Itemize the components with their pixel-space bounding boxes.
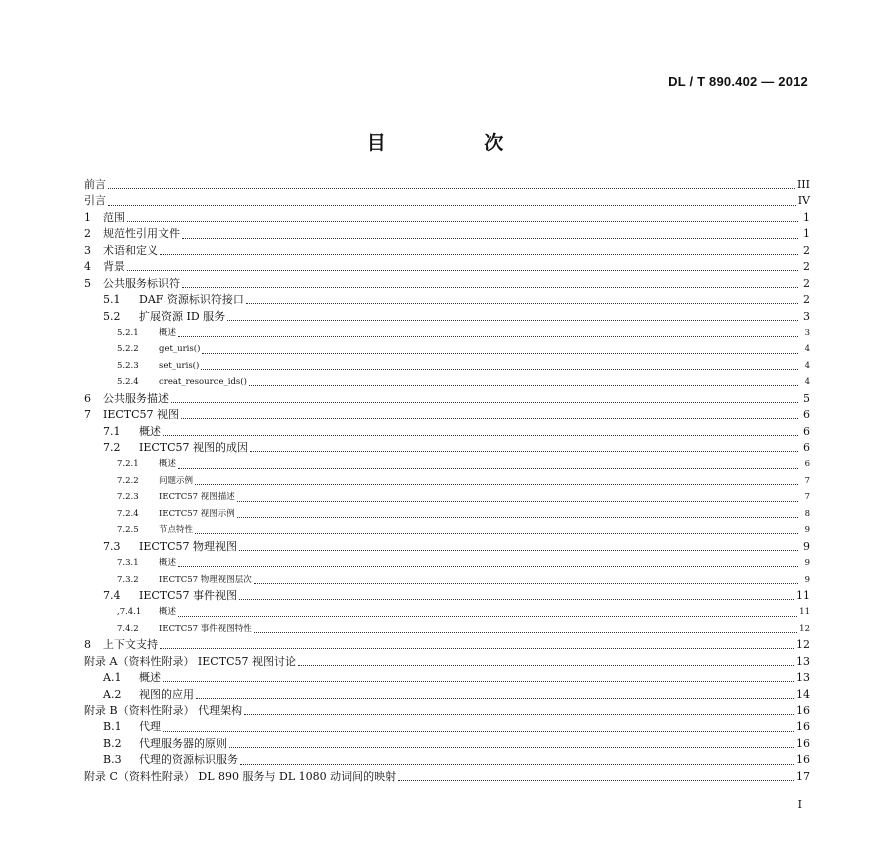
- toc-entry-number: 5.2.3: [117, 360, 139, 371]
- dot-leader: [195, 532, 798, 534]
- toc-entry-label: 范围: [103, 210, 125, 224]
- toc-entry-label: IECTC57 视图描述: [159, 492, 235, 503]
- toc-entry-page: 4: [804, 344, 810, 355]
- toc-entry-label: 概述: [159, 459, 177, 470]
- toc-entry-number: 2: [84, 227, 91, 241]
- dot-leader: [254, 631, 797, 633]
- dot-leader: [178, 335, 798, 337]
- dot-leader: [108, 187, 795, 189]
- dot-leader: [249, 384, 798, 386]
- toc-entry-number: 7.2.5: [117, 525, 139, 536]
- toc-entry-label: 视图的应用: [139, 687, 194, 701]
- dot-leader: [201, 368, 798, 370]
- toc-entry-label: IECTC57 视图示例: [159, 508, 235, 519]
- toc-entry[interactable]: [84, 719, 810, 735]
- toc-entry-page: 7: [804, 475, 810, 486]
- toc-entry-page: 2: [803, 293, 810, 307]
- dot-leader: [127, 269, 798, 271]
- toc-entry[interactable]: [84, 654, 810, 670]
- toc-entry-page: 11: [799, 607, 810, 618]
- dot-leader: [202, 352, 798, 354]
- page-title: 目 次: [366, 132, 550, 154]
- page-number: I: [797, 798, 802, 811]
- toc-entry-number: B.2: [103, 736, 122, 750]
- toc-entry-number: 5.2: [103, 309, 121, 323]
- dot-leader: [244, 713, 794, 715]
- dot-leader: [398, 779, 794, 781]
- toc-entry-page: 16: [796, 720, 810, 734]
- toc-entry-page: 6: [803, 441, 810, 454]
- toc-entry-label: 附录 B（资料性附录） 代理架构: [84, 704, 243, 717]
- toc-entry-number: B.3: [103, 753, 122, 767]
- toc-entry-number: 3: [84, 243, 91, 257]
- toc-entry-page: 5: [803, 391, 810, 405]
- toc-entry-label: 代理的资源标识服务: [139, 753, 238, 767]
- toc-entry-label: 引言: [84, 194, 106, 208]
- toc-entry-page: 2: [803, 243, 810, 257]
- toc-entry-number: 7.3.1: [117, 558, 139, 569]
- toc-entry-number: 7.4: [103, 588, 121, 602]
- toc-entry-number: 7.3: [103, 539, 121, 553]
- toc-entry-page: 8: [804, 508, 810, 519]
- toc-entry-page: 12: [796, 638, 810, 652]
- toc-entry-page: 14: [796, 687, 810, 701]
- toc-entry[interactable]: [84, 226, 810, 242]
- toc-entry-label: 附录 C（资料性附录） DL 890 服务与 DL 1080 动词间的映射: [84, 769, 397, 783]
- toc-entry[interactable]: [84, 341, 810, 357]
- toc-entry-page: IV: [797, 194, 810, 208]
- toc-entry-number: 7.2: [103, 441, 121, 454]
- toc-entry-number: 5: [84, 276, 91, 290]
- dot-leader: [250, 450, 798, 452]
- toc-entry-label: 附录 A（资料性附录） IECTC57 视图讨论: [84, 654, 296, 668]
- toc-entry-number: 4: [84, 260, 91, 274]
- toc-entry[interactable]: [84, 506, 810, 522]
- toc-entry[interactable]: [84, 736, 810, 752]
- toc-entry-number: 7.2.2: [117, 475, 139, 486]
- toc-entry[interactable]: [84, 456, 810, 472]
- toc-entry-page: 13: [796, 671, 810, 685]
- dot-leader: [195, 483, 798, 485]
- toc-entry-label: IECTC57 物理视图层次: [159, 574, 252, 585]
- toc-entry-label: 节点特性: [159, 525, 194, 536]
- toc-entry-number: 7.4.2: [117, 623, 139, 634]
- toc-entry[interactable]: [84, 752, 810, 768]
- dot-leader: [160, 647, 794, 649]
- toc-entry[interactable]: [84, 522, 810, 538]
- toc-entry[interactable]: [84, 621, 810, 637]
- toc-entry-number: 6: [84, 391, 91, 405]
- dot-leader: [178, 467, 798, 469]
- toc-entry-number: 7.2.1: [117, 459, 139, 470]
- dot-leader: [298, 664, 794, 666]
- toc-entry-page: 17: [796, 769, 810, 783]
- toc-entry-label: 代理: [139, 720, 161, 734]
- toc-entry-label: 代理服务器的原则: [139, 736, 227, 750]
- toc-entry-page: 4: [804, 360, 810, 371]
- toc-entry-page: 3: [803, 309, 810, 323]
- toc-entry[interactable]: [84, 769, 810, 785]
- toc-entry-number: 7: [84, 408, 91, 422]
- toc-entry-label: 前言: [84, 178, 106, 191]
- toc-entry-label: IECTC57 视图: [103, 408, 180, 422]
- toc-entry[interactable]: [84, 539, 810, 555]
- toc-entry-page: 13: [796, 654, 810, 668]
- toc-entry-page: 11: [796, 588, 810, 602]
- toc-entry-label: set_uris(): [159, 360, 200, 371]
- toc-entry-label: get_uris(): [159, 344, 201, 355]
- toc-entry-label: 概述: [159, 327, 177, 338]
- toc-entry-page: 7: [804, 492, 810, 503]
- dot-leader: [181, 417, 798, 419]
- toc-entry[interactable]: [84, 358, 810, 374]
- toc-entry-number: 7.1: [103, 424, 121, 438]
- dot-leader: [239, 549, 798, 551]
- toc-entry[interactable]: [84, 210, 810, 226]
- toc-entry-label: IECTC57 物理视图: [139, 539, 238, 553]
- toc-entry[interactable]: [84, 325, 810, 341]
- toc-entry-label: 公共服务描述: [103, 391, 169, 405]
- toc-entry-page: 2: [803, 276, 810, 290]
- toc-entry[interactable]: [84, 604, 810, 620]
- toc-entry-number: 5.2.2: [117, 344, 139, 355]
- dot-leader: [178, 565, 798, 567]
- dot-leader: [237, 516, 798, 518]
- toc-entry-label: IECTC57 事件视图特性: [159, 623, 252, 634]
- toc-entry[interactable]: [84, 588, 810, 604]
- toc-entry-label: 公共服务标识符: [103, 276, 180, 290]
- toc-entry-page: 6: [804, 459, 810, 470]
- toc-entry-label: 扩展资源 ID 服务: [139, 309, 226, 323]
- toc-entry-number: 7.2.4: [117, 508, 139, 519]
- dot-leader: [246, 302, 798, 304]
- toc-entry-number: 7.2.3: [117, 492, 139, 503]
- toc-entry-label: 概述: [139, 671, 161, 685]
- toc-entry-number: B.1: [103, 720, 122, 734]
- toc-entry-label: creat_resource_ids(): [159, 377, 247, 388]
- toc-entry[interactable]: [84, 177, 810, 193]
- toc-entry[interactable]: [84, 555, 810, 571]
- toc-entry-page: 6: [803, 408, 810, 422]
- toc-entry-page: 9: [804, 525, 810, 536]
- dot-leader: [227, 319, 798, 321]
- toc-entry-label: 概述: [159, 558, 177, 569]
- toc-entry-page: 6: [803, 424, 810, 438]
- dot-leader: [163, 730, 794, 732]
- toc-entry[interactable]: [84, 703, 810, 719]
- toc-entry[interactable]: [84, 276, 810, 292]
- toc-entry-page: 1: [803, 227, 810, 241]
- toc-entry-number: 5.2.4: [117, 377, 139, 388]
- toc-entry-page: 4: [804, 377, 810, 388]
- toc-entry-number: 5.1: [103, 293, 121, 307]
- toc-entry-label: 规范性引用文件: [103, 227, 180, 241]
- toc-entry[interactable]: [84, 473, 810, 489]
- toc-entry[interactable]: [84, 193, 810, 209]
- toc-entry-page: 1: [803, 210, 810, 224]
- dot-leader: [182, 286, 798, 288]
- dot-leader: [160, 253, 798, 255]
- toc-entry-label: 问题示例: [159, 475, 194, 486]
- toc-entry-number: 1: [84, 210, 91, 224]
- toc-entry-number: A.1: [103, 671, 122, 685]
- toc-entry-label: 上下文支持: [103, 638, 158, 652]
- dot-leader: [239, 598, 794, 600]
- toc-entry[interactable]: [84, 687, 810, 703]
- dot-leader: [182, 237, 798, 239]
- toc-entry-label: IECTC57 视图的成因: [139, 441, 249, 454]
- toc-entry[interactable]: [84, 637, 810, 653]
- dot-leader: [196, 697, 794, 699]
- toc-entry-number: 8: [84, 638, 91, 652]
- toc-entry-label: 术语和定义: [103, 243, 158, 257]
- toc-entry[interactable]: [84, 670, 810, 686]
- dot-leader: [178, 615, 797, 617]
- toc-entry-page: III: [796, 178, 810, 191]
- dot-leader: [240, 763, 794, 765]
- toc-entry[interactable]: [84, 572, 810, 588]
- toc-entry-page: 16: [796, 736, 810, 750]
- toc-entry-number: 7.3.2: [117, 574, 139, 585]
- table-of-contents: [84, 177, 810, 785]
- toc-entry-number: A.2: [103, 687, 122, 701]
- toc-entry-label: DAF 资源标识符接口: [139, 293, 244, 307]
- toc-entry-page: 16: [796, 753, 810, 767]
- dot-leader: [108, 204, 796, 206]
- toc-entry[interactable]: [84, 374, 810, 390]
- dot-leader: [171, 401, 798, 403]
- toc-entry-number: ,7.4.1: [117, 607, 142, 618]
- toc-entry-page: 16: [796, 704, 810, 717]
- toc-entry-label: 概述: [159, 607, 177, 618]
- toc-entry-label: 概述: [139, 424, 161, 438]
- toc-entry-number: 5.2.1: [117, 327, 139, 338]
- dot-leader: [254, 582, 798, 584]
- dot-leader: [127, 220, 798, 222]
- dot-leader: [229, 746, 794, 748]
- dot-leader: [237, 500, 798, 502]
- dot-leader: [163, 434, 798, 436]
- toc-entry[interactable]: [84, 424, 810, 440]
- toc-entry[interactable]: [84, 292, 810, 308]
- toc-entry[interactable]: [84, 407, 810, 423]
- toc-entry-page: 2: [803, 260, 810, 274]
- toc-entry-page: 9: [804, 574, 810, 585]
- toc-entry[interactable]: [84, 309, 810, 325]
- toc-entry-page: 12: [799, 623, 810, 634]
- toc-entry-label: 背景: [103, 260, 125, 274]
- toc-entry-page: 3: [804, 327, 810, 338]
- toc-entry-label: IECTC57 事件视图: [139, 588, 238, 602]
- toc-entry[interactable]: [84, 259, 810, 275]
- dot-leader: [163, 680, 794, 682]
- toc-entry[interactable]: [84, 243, 810, 259]
- toc-entry[interactable]: [84, 489, 810, 505]
- standard-code: DL / T 890.402 — 2012: [668, 74, 808, 89]
- toc-entry[interactable]: [84, 391, 810, 407]
- toc-entry-page: 9: [803, 539, 810, 553]
- toc-entry-page: 9: [804, 558, 810, 569]
- toc-entry[interactable]: [84, 440, 810, 456]
